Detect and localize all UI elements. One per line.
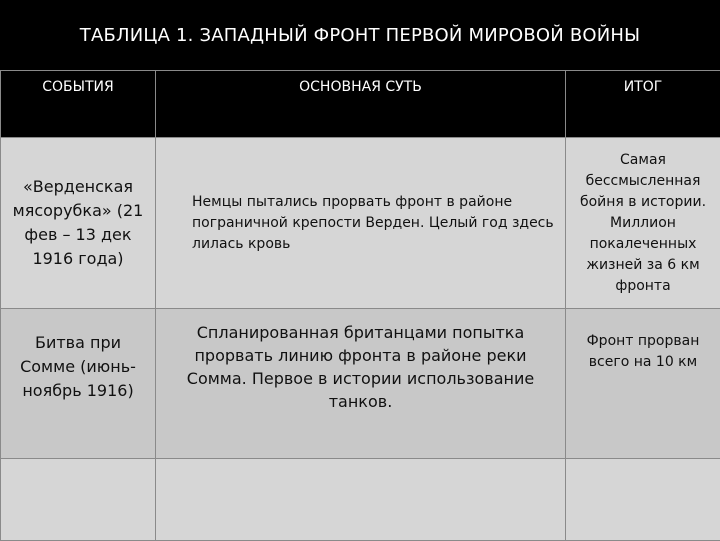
essence-cell: Спланированная британцами попытка прорвать линию фронта в районе реки Сомма. Первое в истории использование танков. [156, 309, 566, 459]
column-header-essence: ОСНОВНАЯ СУТЬ [156, 71, 566, 138]
essence-cell: Немцы пытались прорвать фронт в районе пограничной крепости Верден. Целый год здесь лилась кровь [156, 138, 566, 309]
events-table [0, 70, 720, 541]
column-header-result: ИТОГ [566, 71, 720, 138]
header-row [1, 71, 720, 138]
event-cell: Битва при Сомме (июнь-ноябрь 1916) [1, 309, 156, 459]
page-title: ТАБЛИЦА 1. ЗАПАДНЫЙ ФРОНТ ПЕРВОЙ МИРОВОЙ ВОЙНЫ [0, 0, 720, 70]
event-cell [1, 459, 156, 541]
essence-cell [156, 459, 566, 541]
column-header-events: СОБЫТИЯ [1, 71, 156, 138]
result-cell: Самая бессмысленная бойня в истории. Миллион покалеченных жизней за 6 км фронта [566, 138, 720, 309]
result-cell [566, 459, 720, 541]
table-row [1, 459, 720, 541]
result-cell: Фронт прорван всего на 10 км [566, 309, 720, 459]
table-row [1, 138, 720, 309]
table-row [1, 309, 720, 459]
event-cell: «Верденская мясорубка» (21 фев – 13 дек 1916 года) [1, 138, 156, 309]
